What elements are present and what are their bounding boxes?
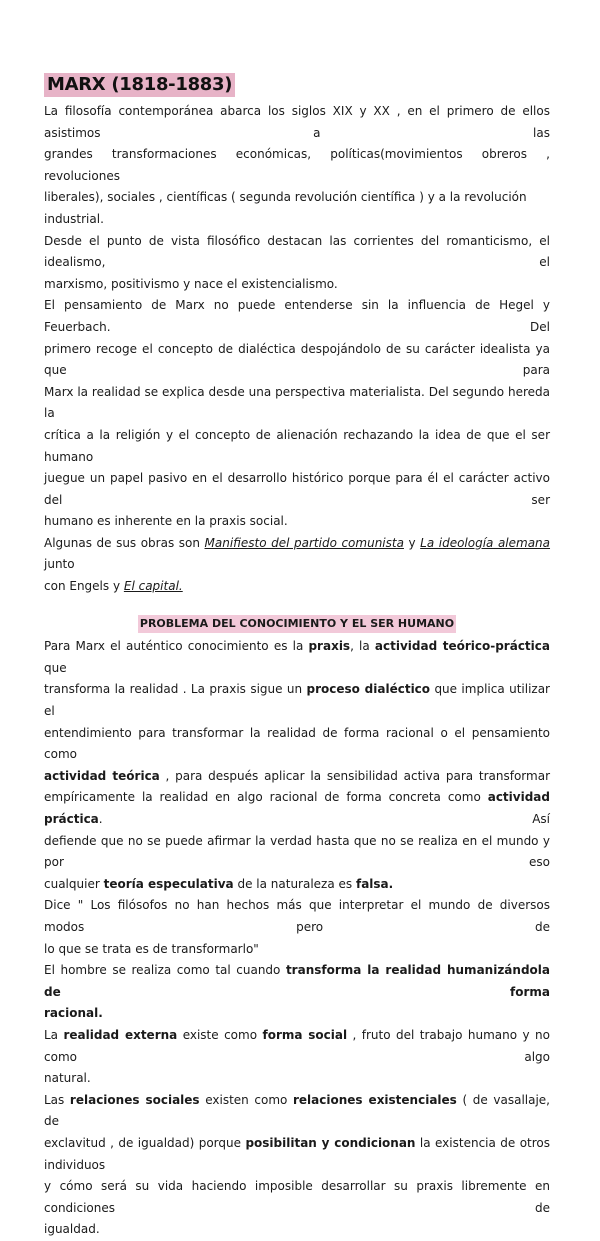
page-title: MARX (1818-1883) xyxy=(44,73,235,97)
text: existe como xyxy=(177,1027,263,1042)
reality-line: natural. xyxy=(44,1071,91,1086)
term-relaciones-existenciales: relaciones existenciales xyxy=(293,1092,457,1107)
term-transforma-realidad: transforma la realidad humanizándola de forma xyxy=(44,963,550,999)
term-falsa: falsa. xyxy=(355,876,394,891)
text: exclavitud , de igualdad) porque xyxy=(44,1135,246,1150)
text: cualquier xyxy=(44,876,104,891)
intro-line: crítica a la religión y el concepto de alienación rechazando la idea de que el ser humano xyxy=(44,427,550,464)
reality-line xyxy=(44,1025,550,1068)
works-separator: y xyxy=(403,535,421,550)
term-relaciones-sociales: relaciones sociales xyxy=(69,1092,200,1107)
term-realidad-externa: realidad externa xyxy=(63,1027,178,1042)
text: que implica utilizar el xyxy=(44,682,550,719)
term-actividad-practica: actividad práctica xyxy=(44,790,550,826)
knowledge-line xyxy=(44,787,550,830)
works-prefix: Algunas de sus obras son xyxy=(44,535,205,550)
knowledge-line xyxy=(44,636,550,679)
quote-line: Dice " Los filósofos no han hechos más que interpretar el mundo de diversos modos pero de xyxy=(44,898,550,934)
text: Las xyxy=(44,1092,70,1107)
text: transforma la realidad . La praxis sigue un xyxy=(44,682,307,697)
intro-line: La filosofía contemporánea abarca los siglos XIX y XX , en el primero de ellos asistimos a las xyxy=(44,104,550,140)
work-title-ideologia: La ideología alemana xyxy=(420,535,551,550)
section-heading-wrap xyxy=(44,613,550,635)
intro-line: Desde el punto de vista filosófico destacan las corrientes del romanticismo, el idealismo, el xyxy=(44,233,550,270)
text: Para Marx el auténtico conocimiento es la xyxy=(44,639,309,654)
text: que xyxy=(44,660,67,675)
section-heading: PROBLEMA DEL CONOCIMIENTO Y EL SER HUMANO xyxy=(138,615,456,633)
text: ( de vasallaje, de xyxy=(44,1092,550,1129)
term-posibilitan-condicionan: posibilitan y condicionan xyxy=(245,1135,416,1150)
intro-line: humano es inherente en la praxis social. xyxy=(44,514,288,529)
work-title-manifiesto: Manifiesto del partido comunista xyxy=(204,535,404,550)
intro-line: El pensamiento de Marx no puede entenderse sin la influencia de Hegel y Feuerbach. Del xyxy=(44,298,550,334)
knowledge-line xyxy=(44,874,550,896)
intro-line: liberales), sociales , científicas ( segunda revolución científica ) y a la revolución industrial. xyxy=(44,190,527,226)
term-teoria-especulativa: teoría especulativa xyxy=(103,876,234,891)
relations-line: y cómo será su vida haciendo imposible desarrollar su praxis libremente en condiciones de xyxy=(44,1179,550,1215)
intro-line: marxismo, positivismo y nace el existencialismo. xyxy=(44,276,338,291)
term-actividad-teorico-practica: actividad teórico-práctica xyxy=(374,639,550,654)
relations-line xyxy=(44,1090,550,1133)
intro-line: Marx la realidad se explica desde una perspectiva materialista. Del segundo hereda la xyxy=(44,384,550,421)
text: . Así xyxy=(98,812,550,826)
term-forma-social: forma social xyxy=(262,1027,348,1042)
man-line xyxy=(44,960,550,1003)
knowledge-line xyxy=(44,766,550,788)
knowledge-line: entendimiento para transformar la realidad de forma racional o el pensamiento como xyxy=(44,725,550,762)
intro-line: primero recoge el concepto de dialéctica despojándolo de su carácter idealista ya que para xyxy=(44,341,550,378)
work-title-capital: El capital. xyxy=(123,579,183,594)
man-line xyxy=(44,1003,550,1025)
term-proceso-dialectico: proceso dialéctico xyxy=(306,682,431,697)
works-line xyxy=(44,576,550,598)
knowledge-line: defiende que no se puede afirmar la verdad hasta que no se realiza en el mundo y por eso xyxy=(44,833,550,870)
text: , fruto del trabajo humano y no como algo xyxy=(44,1027,550,1064)
works-suffix: junto xyxy=(44,557,75,572)
relations-line xyxy=(44,1133,550,1176)
text: El hombre se realiza como tal cuando xyxy=(44,963,286,978)
term-racional: racional. xyxy=(44,1006,103,1021)
text: existen como xyxy=(199,1092,293,1107)
text: La xyxy=(44,1027,64,1042)
intro-line: grandes transformaciones económicas, políticas(movimientos obreros , revoluciones xyxy=(44,147,550,183)
term-actividad-teorica: actividad teórica xyxy=(44,768,160,783)
text: de la naturaleza es xyxy=(233,876,356,891)
document-body xyxy=(44,101,550,1241)
text: , la xyxy=(350,639,375,654)
works-prefix-2: con Engels y xyxy=(44,579,124,594)
term-praxis: praxis xyxy=(308,639,351,654)
quote-line: lo que se trata es de transformarlo" xyxy=(44,941,259,956)
works-line xyxy=(44,533,550,576)
relations-line: igualdad. xyxy=(44,1222,100,1237)
text: empíricamente la realidad en algo racional de forma concreta como xyxy=(44,790,488,805)
knowledge-line xyxy=(44,679,550,722)
text: la existencia de otros individuos xyxy=(44,1135,550,1172)
intro-line: juegue un papel pasivo en el desarrollo histórico porque para él el carácter activo del ser xyxy=(44,471,550,507)
text: , para después aplicar la sensibilidad activa para transformar xyxy=(159,768,551,783)
